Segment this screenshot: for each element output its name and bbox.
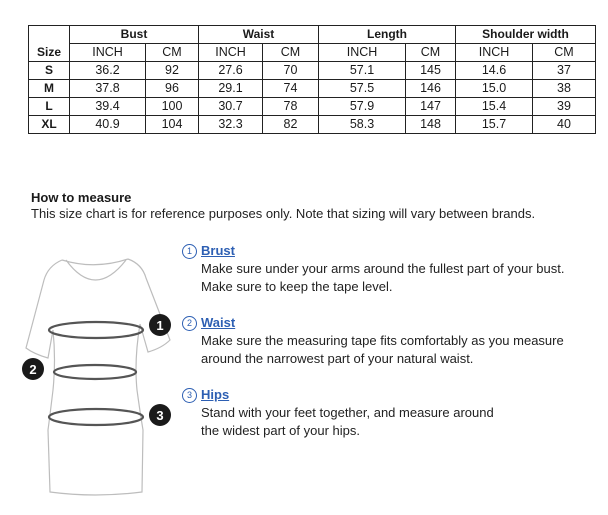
value-cell: 29.1 xyxy=(199,80,263,98)
unit-header: CM xyxy=(146,44,199,62)
unit-header: CM xyxy=(263,44,319,62)
value-cell: 147 xyxy=(406,98,456,116)
marker-2: 2 xyxy=(29,362,37,377)
unit-header: INCH xyxy=(199,44,263,62)
waist-link[interactable]: Waist xyxy=(201,315,236,330)
value-cell: 38 xyxy=(533,80,596,98)
value-cell: 30.7 xyxy=(199,98,263,116)
bust-line xyxy=(49,322,143,338)
value-cell: 37.8 xyxy=(70,80,146,98)
table-row xyxy=(29,62,596,80)
value-cell: 27.6 xyxy=(199,62,263,80)
value-cell: 92 xyxy=(146,62,199,80)
section-waist xyxy=(182,314,564,368)
number-3-icon: 3 xyxy=(182,388,197,403)
value-cell: 40 xyxy=(533,116,596,134)
reference-note: This size chart is for reference purposes only. Note that sizing will vary between brands. xyxy=(31,206,536,221)
value-cell: 58.3 xyxy=(319,116,406,134)
value-cell: 148 xyxy=(406,116,456,134)
dress-diagram xyxy=(0,240,190,515)
marker-1: 1 xyxy=(156,318,164,333)
waist-desc-line: Make sure the measuring tape fits comfortably as you measure xyxy=(201,333,564,348)
table-row xyxy=(29,98,596,116)
value-cell: 57.1 xyxy=(319,62,406,80)
waist-desc-line: around the narrowest part of your natural waist. xyxy=(201,351,474,366)
marker-3: 3 xyxy=(156,408,164,423)
value-cell: 100 xyxy=(146,98,199,116)
value-cell: 14.6 xyxy=(456,62,533,80)
brust-link[interactable]: Brust xyxy=(201,243,235,258)
brust-desc-line: Make sure to keep the tape level. xyxy=(201,279,393,294)
value-cell: 39 xyxy=(533,98,596,116)
value-cell: 40.9 xyxy=(70,116,146,134)
value-cell: 146 xyxy=(406,80,456,98)
table-row xyxy=(29,80,596,98)
section-hips xyxy=(182,386,494,440)
waist-line xyxy=(54,365,136,379)
hips-desc-line: Stand with your feet together, and measure around xyxy=(201,405,494,420)
value-cell: 15.7 xyxy=(456,116,533,134)
value-cell: 145 xyxy=(406,62,456,80)
size-chart-table xyxy=(28,25,596,134)
size-header: Size xyxy=(29,26,70,62)
group-bust: Bust xyxy=(70,26,199,44)
size-cell: L xyxy=(29,98,70,116)
group-length: Length xyxy=(319,26,456,44)
unit-header: INCH xyxy=(456,44,533,62)
unit-header: INCH xyxy=(319,44,406,62)
value-cell: 70 xyxy=(263,62,319,80)
hips-link[interactable]: Hips xyxy=(201,387,230,402)
number-2-icon: 2 xyxy=(182,316,197,331)
value-cell: 96 xyxy=(146,80,199,98)
value-cell: 39.4 xyxy=(70,98,146,116)
brust-desc-line: Make sure under your arms around the fullest part of your bust. xyxy=(201,261,565,276)
value-cell: 78 xyxy=(263,98,319,116)
value-cell: 104 xyxy=(146,116,199,134)
unit-header: INCH xyxy=(70,44,146,62)
value-cell: 74 xyxy=(263,80,319,98)
value-cell: 37 xyxy=(533,62,596,80)
value-cell: 32.3 xyxy=(199,116,263,134)
size-cell: S xyxy=(29,62,70,80)
value-cell: 82 xyxy=(263,116,319,134)
hip-line xyxy=(49,409,143,425)
value-cell: 15.4 xyxy=(456,98,533,116)
size-cell: XL xyxy=(29,116,70,134)
unit-header: CM xyxy=(533,44,596,62)
number-1-icon: 1 xyxy=(182,244,197,259)
section-brust xyxy=(182,242,564,296)
group-shoulder-width: Shoulder width xyxy=(456,26,596,44)
unit-header: CM xyxy=(406,44,456,62)
value-cell: 15.0 xyxy=(456,80,533,98)
group-waist: Waist xyxy=(199,26,319,44)
table-row xyxy=(29,116,596,134)
how-to-measure-title: How to measure xyxy=(31,190,132,205)
value-cell: 57.5 xyxy=(319,80,406,98)
value-cell: 57.9 xyxy=(319,98,406,116)
size-cell: M xyxy=(29,80,70,98)
hips-desc-line: the widest part of your hips. xyxy=(201,423,360,438)
value-cell: 36.2 xyxy=(70,62,146,80)
